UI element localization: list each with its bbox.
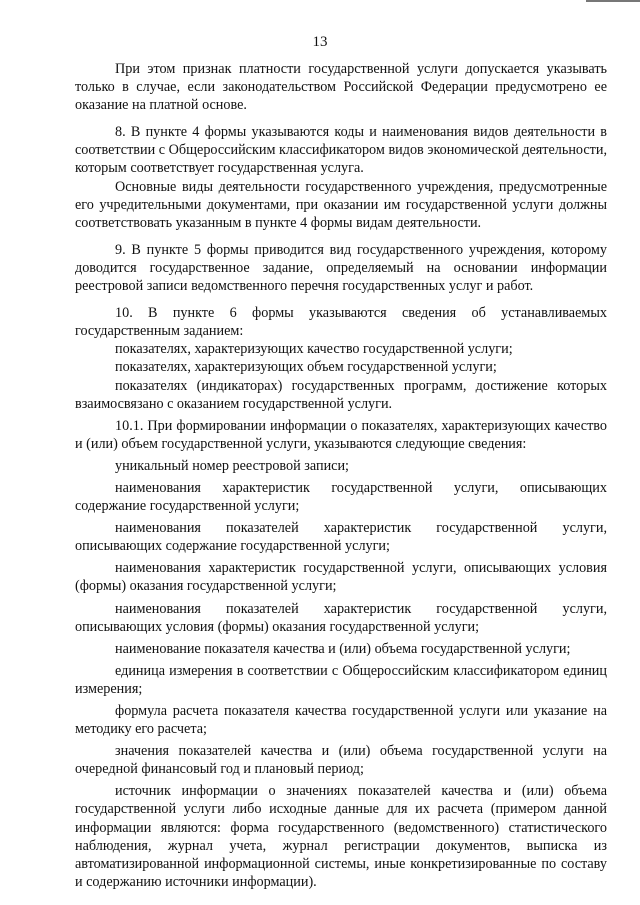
paragraph: формула расчета показателя качества государственной услуги или указание на методику его расчета; (75, 703, 607, 738)
paragraph: единица измерения в соответствии с Общероссийским классификатором единиц измерения; (75, 662, 607, 697)
scan-edge-mark (586, 0, 640, 2)
paragraph: наименования характеристик государственной услуги, описывающих условия (формы) оказания государственной услуги; (75, 560, 607, 595)
paragraph: значения показателей качества и (или) объема государственной услуги на очередной финансовый год и плановый период; (75, 743, 607, 778)
paragraph: показателях, характеризующих качество государственной услуги; (115, 341, 513, 358)
paragraph: При этом признак платности государственной услуги допускается указывать только в случае, если законодательством Российской Федерации предусмотрено ее оказание на платной основе. (75, 61, 607, 114)
paragraph: уникальный номер реестровой записи; (115, 457, 349, 474)
paragraph: Основные виды деятельности государственного учреждения, предусмотренные его учредительными документами, при оказании им государственной услуги должны соответствовать указанным в пункте 4 формы видам деятельности. (75, 178, 607, 231)
paragraph: наименование показателя качества и (или) объема государственной услуги; (115, 640, 571, 657)
document-body (75, 60, 607, 891)
paragraph: 10.1. При формировании информации о показателях, характеризующих качество и (или) объем государственной услуги, указываются следующие сведения: (75, 417, 607, 452)
paragraph: 8. В пункте 4 формы указываются коды и наименования видов деятельности в соответствии с Общероссийским классификатором видов экономической деятельности, которым соответствует государственная услуга. (75, 124, 607, 177)
paragraph: источник информации о значениях показателей качества и (или) объема государственной услуги либо исходные данные для их расчета (примером данной информации являются: форма государственного (ведомственного) статистического наблюдения, журнал учета, журнал регистрации документов, выписка из автоматизированной информационной системы, иные конкретизированные по составу и содержанию источники информации). (75, 783, 607, 890)
paragraph: показателях, характеризующих объем государственной услуги; (115, 359, 497, 376)
paragraph: 9. В пункте 5 формы приводится вид государственного учреждения, которому доводится государственное задание, определяемый на основании информации реестровой записи ведомственного перечня государственных услуг и работ. (75, 241, 607, 295)
paragraph: 10. В пункте 6 формы указываются сведения об устанавливаемых государственным заданием: (75, 305, 607, 340)
paragraph: наименования показателей характеристик государственной услуги, описывающих условия (формы) оказания государственной услуги; (75, 600, 607, 635)
page-number: 13 (312, 34, 328, 50)
paragraph: наименования характеристик государственной услуги, описывающих содержание государственной услуги; (75, 479, 607, 515)
paragraph: показателях (индикаторах) государственных программ, достижение которых взаимосвязано с оказанием государственной услуги. (75, 377, 607, 412)
paragraph: наименования показателей характеристик государственной услуги, описывающих содержание государственной услуги; (75, 520, 607, 555)
